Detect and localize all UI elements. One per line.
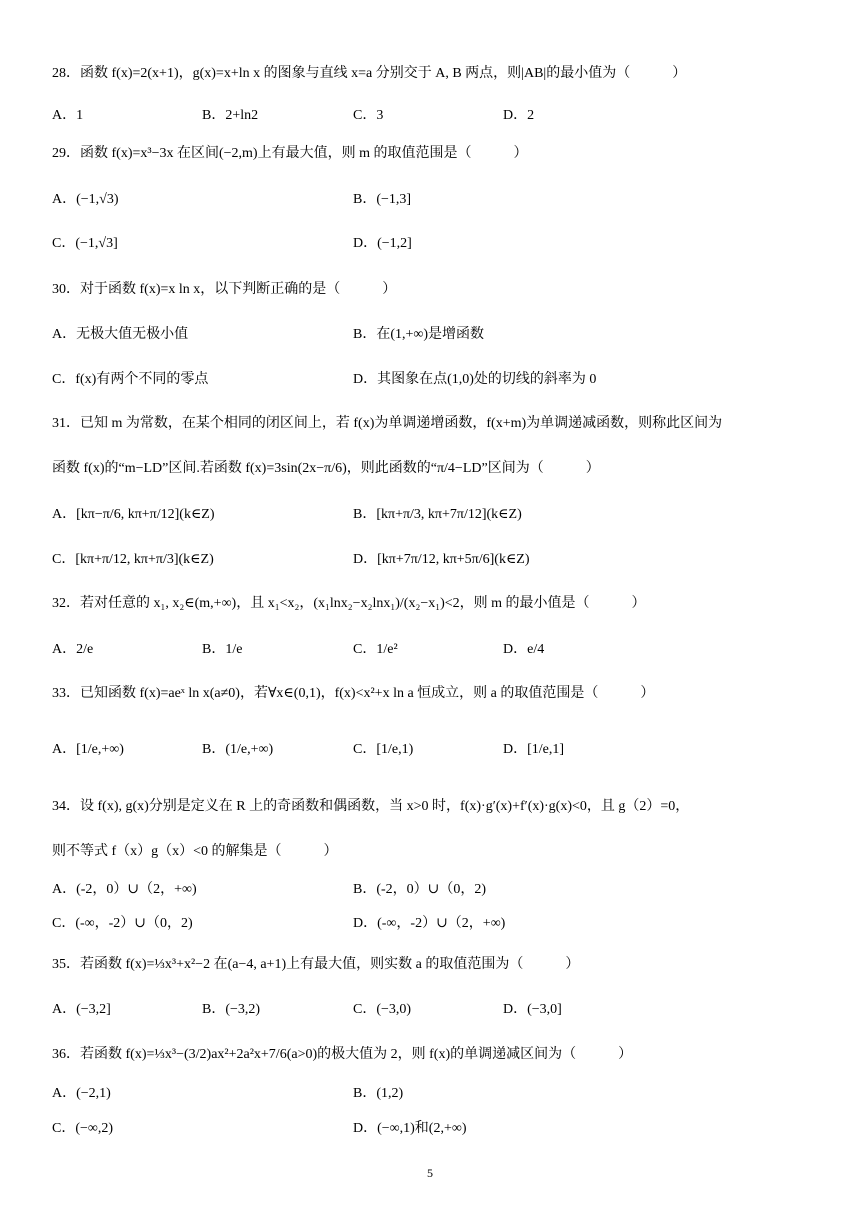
q33-option-d: D．[1/e,1] — [503, 742, 565, 757]
q28-option-d: D．2 — [503, 108, 535, 123]
q34-option-a: A．(-2，0）∪（2，+∞) — [52, 882, 197, 897]
q32-option-a: A．2/e — [52, 642, 94, 657]
question-28-stem: 28．函数 f(x)=2(x+1)，g(x)=x+ln x 的图象与直线 x=a 分别交于 A, B 两点，则|AB|的最小值为（ ） — [52, 66, 687, 81]
question-31-stem: 31．已知 m 为常数，在某个相同的闭区间上，若 f(x)为单调递增函数，f(x+m)为单调递减函数，则称此区间为 — [52, 416, 723, 431]
q34-option-b: B．(-2，0）∪（0，2) — [353, 882, 487, 897]
q36-option-c: C．(−∞,2) — [52, 1121, 114, 1136]
question-32-stem: 32．若对任意的 x₁, x₂∈(m,+∞)，且 x₁<x₂，(x₁lnx₂−x₂lnx₁)/(x₂−x₁)<2，则 m 的最小值是（ ） — [52, 596, 646, 611]
q32-option-d: D．e/4 — [503, 642, 545, 657]
question-36-stem: 36．若函数 f(x)=⅓x³−(3/2)ax²+2a²x+7/6(a>0)的极大值为 2，则 f(x)的单调递减区间为（ ） — [52, 1047, 633, 1062]
question-34-stem-continued: 则不等式 f（x）g（x）<0 的解集是（ ） — [52, 844, 338, 859]
q28-option-c: C．3 — [353, 108, 384, 123]
q30-option-b: B．在(1,+∞)是增函数 — [353, 327, 485, 342]
question-31-stem-continued: 函数 f(x)的“m−LD”区间.若函数 f(x)=3sin(2x−π/6)，则此函数的“π/4−LD”区间为（ ） — [52, 461, 600, 476]
q29-option-c: C．(−1,√3] — [52, 236, 118, 251]
q36-option-a: A．(−2,1) — [52, 1086, 111, 1101]
q36-option-d: D．(−∞,1)和(2,+∞) — [353, 1121, 467, 1136]
q34-option-d: D．(-∞，-2）∪（2，+∞) — [353, 916, 506, 931]
q31-option-d: D．[kπ+7π/12, kπ+5π/6](k∈Z) — [353, 552, 530, 567]
q35-option-a: A．(−3,2] — [52, 1002, 111, 1017]
question-35-stem: 35．若函数 f(x)=⅓x³+x²−2 在(a−4, a+1)上有最大值，则实数 a 的取值范围为（ ） — [52, 957, 580, 972]
question-29-stem: 29．函数 f(x)=x³−3x 在区间(−2,m)上有最大值，则 m 的取值范围是（ ） — [52, 146, 528, 161]
q32-option-b: B．1/e — [202, 642, 243, 657]
q28-option-a: A．1 — [52, 108, 84, 123]
q33-option-c: C．[1/e,1) — [353, 742, 414, 757]
q30-option-d: D．其图象在点(1,0)处的切线的斜率为 0 — [353, 372, 597, 387]
q30-option-a: A．无极大值无极小值 — [52, 327, 189, 342]
q35-option-c: C．(−3,0) — [353, 1002, 412, 1017]
q30-option-c: C．f(x)有两个不同的零点 — [52, 372, 209, 387]
page-number: 5 — [427, 1166, 433, 1180]
q31-option-a: A．[kπ−π/6, kπ+π/12](k∈Z) — [52, 507, 215, 522]
q33-option-b: B．(1/e,+∞) — [202, 742, 274, 757]
q31-option-b: B．[kπ+π/3, kπ+7π/12](k∈Z) — [353, 507, 522, 522]
q34-option-c: C．(-∞，-2）∪（0，2) — [52, 916, 193, 931]
question-34-stem: 34．设 f(x), g(x)分别是定义在 R 上的奇函数和偶函数，当 x>0 时，f(x)·g′(x)+f′(x)·g(x)<0，且 g（2）=0， — [52, 799, 690, 814]
q33-option-a: A．[1/e,+∞) — [52, 742, 124, 757]
q35-option-d: D．(−3,0] — [503, 1002, 562, 1017]
q31-option-c: C．[kπ+π/12, kπ+π/3](k∈Z) — [52, 552, 214, 567]
question-30-stem: 30．对于函数 f(x)=x ln x，以下判断正确的是（ ） — [52, 282, 397, 297]
q28-option-b: B．2+ln2 — [202, 108, 259, 123]
question-33-stem: 33．已知函数 f(x)=aeˣ ln x(a≠0)，若∀x∈(0,1)，f(x)<x²+x ln a 恒成立，则 a 的取值范围是（ ） — [52, 686, 655, 701]
q29-option-b: B．(−1,3] — [353, 192, 412, 207]
q29-option-d: D．(−1,2] — [353, 236, 412, 251]
q29-option-a: A．(−1,√3) — [52, 192, 119, 207]
q35-option-b: B．(−3,2) — [202, 1002, 261, 1017]
q32-option-c: C．1/e² — [353, 642, 398, 657]
q36-option-b: B．(1,2) — [353, 1086, 404, 1101]
